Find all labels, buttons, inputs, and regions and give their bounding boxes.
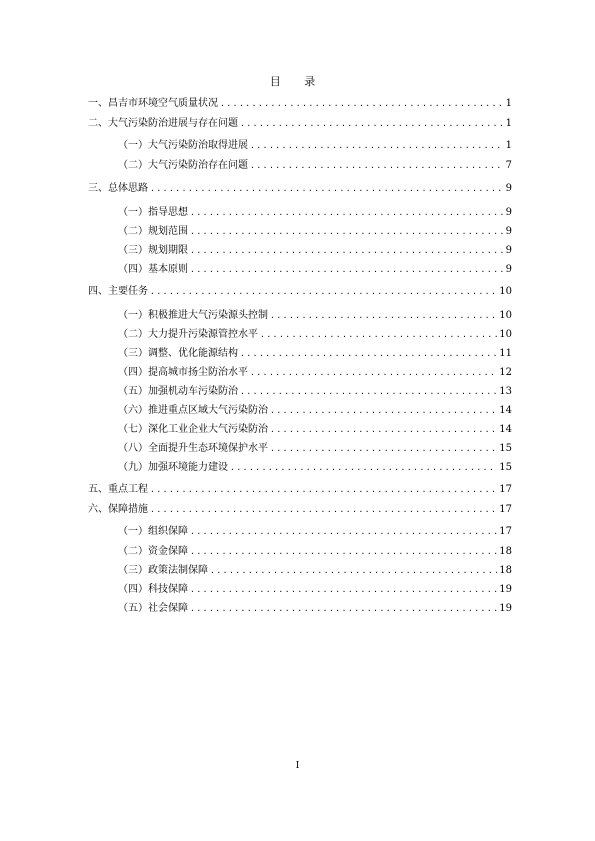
toc-entry-page: 9 <box>505 226 512 237</box>
toc-subentry[interactable] <box>118 205 512 219</box>
toc-entry-page: 11 <box>499 348 512 359</box>
toc-leader <box>240 118 504 130</box>
toc-entry-text: （一）组织保障 <box>118 526 188 537</box>
toc-subentry[interactable] <box>118 138 512 152</box>
toc-subentry[interactable] <box>118 262 512 276</box>
toc-entry-page: 12 <box>499 367 512 378</box>
toc-entry-page: 15 <box>499 462 512 473</box>
toc-leader <box>190 264 504 276</box>
toc-subentry[interactable] <box>118 422 512 436</box>
toc-subentry[interactable] <box>118 384 512 398</box>
toc-entry-page: 17 <box>499 526 512 537</box>
toc-entry-text: （三）规划期限 <box>118 245 188 256</box>
toc-entry-page: 19 <box>499 603 512 614</box>
toc-entry-text: （五）社会保障 <box>118 603 188 614</box>
toc-leader <box>190 245 504 257</box>
toc-entry-text: 二、大气污染防治进展与存在问题 <box>88 118 238 129</box>
toc-entry-text: 六、保障措施 <box>88 504 148 515</box>
toc-leader <box>220 98 504 110</box>
toc-entry[interactable] <box>88 502 512 516</box>
toc-leader <box>150 504 497 516</box>
toc-title: 目 录 <box>269 75 326 88</box>
toc-entry-text: （八）全面提升生态环境保护水平 <box>118 443 268 454</box>
toc-entry[interactable] <box>88 116 512 130</box>
toc-entry-page: 15 <box>499 443 512 454</box>
toc-entry[interactable] <box>88 96 512 110</box>
toc-entry-page: 9 <box>505 245 512 256</box>
toc-entry-text: （二）资金保障 <box>118 546 188 557</box>
toc-subentry[interactable] <box>118 441 512 455</box>
toc-leader <box>190 603 497 615</box>
toc-entry-text: （四）基本原则 <box>118 264 188 275</box>
toc-leader <box>240 348 497 360</box>
toc-entry-text: （三）调整、优化能源结构 <box>118 348 238 359</box>
toc-entry-page: 1 <box>505 98 512 109</box>
toc-entry-page: 1 <box>505 118 512 129</box>
toc-entry-page: 17 <box>499 504 512 515</box>
toc-leader <box>240 386 497 398</box>
toc-entry-page: 18 <box>499 546 512 557</box>
toc-entry-page: 9 <box>505 183 512 194</box>
toc-entry[interactable] <box>88 284 512 298</box>
toc-entry-text: 四、主要任务 <box>88 286 148 297</box>
toc-entry[interactable] <box>88 482 512 496</box>
toc-subentry[interactable] <box>118 158 512 172</box>
toc-entry-text: 一、昌吉市环境空气质量状况 <box>88 98 218 109</box>
toc-entry-text: 三、总体思路 <box>88 183 148 194</box>
toc-entry-text: （五）加强机动车污染防治 <box>118 386 238 397</box>
toc-leader <box>250 367 497 379</box>
toc-entry-text: （二）大气污染防治存在问题 <box>118 160 248 171</box>
toc-subentry[interactable] <box>118 460 512 474</box>
toc-entry-text: （九）加强环境能力建设 <box>118 462 228 473</box>
toc-entry-text: （一）指导思想 <box>118 207 188 218</box>
toc-entry-text: （四）提高城市扬尘防治水平 <box>118 367 248 378</box>
toc-leader <box>270 424 497 436</box>
toc-entry-page: 10 <box>499 310 512 321</box>
toc-leader <box>190 207 504 219</box>
toc-entry-text: （三）政策法制保障 <box>118 565 208 576</box>
toc-entry-page: 18 <box>499 565 512 576</box>
toc-subentry[interactable] <box>118 346 512 360</box>
toc-entry-page: 19 <box>499 584 512 595</box>
toc-entry-text: （七）深化工业企业大气污染防治 <box>118 424 268 435</box>
toc-entry-page: 7 <box>505 160 512 171</box>
toc-entry-page: 10 <box>499 286 512 297</box>
toc-entry-page: 13 <box>499 386 512 397</box>
toc-subentry[interactable] <box>118 403 512 417</box>
toc-entry-text: （四）科技保障 <box>118 584 188 595</box>
page-number: I <box>295 761 300 771</box>
toc-leader <box>270 405 497 417</box>
toc-entry-text: （一）大气污染防治取得进展 <box>118 140 248 151</box>
toc-entry-page: 14 <box>499 405 512 416</box>
toc-entry-page: 9 <box>505 264 512 275</box>
toc-leader <box>250 160 504 172</box>
toc-leader <box>190 584 497 596</box>
toc-entry-page: 9 <box>505 207 512 218</box>
toc-leader <box>150 286 497 298</box>
toc-subentry[interactable] <box>118 243 512 257</box>
toc-subentry[interactable] <box>118 308 512 322</box>
toc-leader <box>210 565 497 577</box>
toc-entry-text: （六）推进重点区域大气污染防治 <box>118 405 268 416</box>
toc-entry-page: 10 <box>499 329 512 340</box>
toc-subentry[interactable] <box>118 582 512 596</box>
toc-entry[interactable] <box>88 181 512 195</box>
toc-leader <box>190 546 497 558</box>
toc-leader <box>190 526 497 538</box>
toc-subentry[interactable] <box>118 563 512 577</box>
toc-entry-text: （一）积极推进大气污染源头控制 <box>118 310 268 321</box>
toc-leader <box>270 443 497 455</box>
toc-entry-text: 五、重点工程 <box>88 484 148 495</box>
toc-entry-page: 17 <box>499 484 512 495</box>
toc-leader <box>150 484 497 496</box>
toc-subentry[interactable] <box>118 365 512 379</box>
toc-subentry[interactable] <box>118 544 512 558</box>
toc-entry-page: 1 <box>505 140 512 151</box>
toc-subentry[interactable] <box>118 224 512 238</box>
toc-leader <box>270 310 497 322</box>
toc-entry-text: （二）规划范围 <box>118 226 188 237</box>
toc-subentry[interactable] <box>118 524 512 538</box>
toc-leader <box>260 329 497 341</box>
toc-entry-page: 14 <box>499 424 512 435</box>
toc-leader <box>230 462 497 474</box>
toc-leader <box>150 183 503 195</box>
toc-subentry[interactable] <box>118 327 512 341</box>
toc-entry-text: （二）大力提升污染源管控水平 <box>118 329 258 340</box>
toc-subentry[interactable] <box>118 601 512 615</box>
toc-leader <box>250 140 504 152</box>
toc-leader <box>190 226 504 238</box>
